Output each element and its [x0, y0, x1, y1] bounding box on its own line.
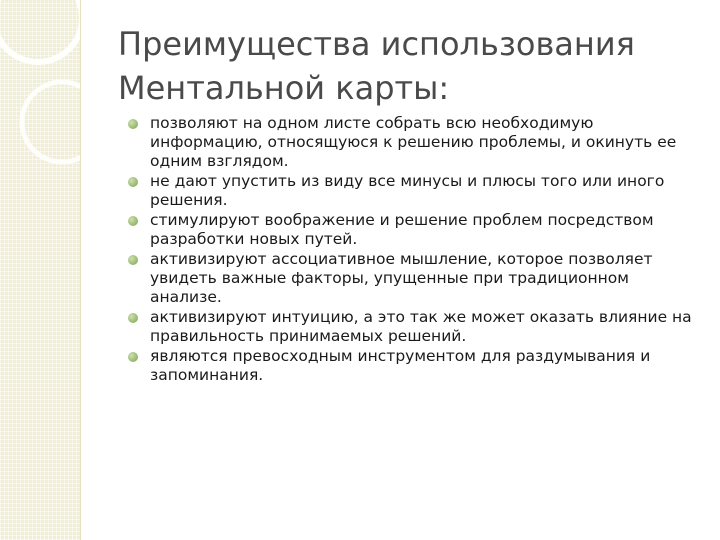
bullet-dot-icon	[128, 119, 138, 129]
slide-title: Преимущества использования Ментальной карты:	[118, 25, 635, 107]
decorative-side-band	[0, 0, 80, 540]
bullet-dot-icon	[128, 216, 138, 226]
bullet-text: не дают упустить из виду все минусы и плюсы того или иного решения.	[150, 172, 665, 209]
bullet-item	[128, 172, 698, 210]
bullet-item	[128, 114, 698, 171]
decorative-circles	[0, 0, 80, 540]
bullet-dot-icon	[128, 255, 138, 265]
bullet-item	[128, 347, 698, 385]
bullet-text: стимулируют воображение и решение проблем посредством разработки новых путей.	[150, 211, 654, 248]
side-band-edge	[80, 0, 81, 540]
bullet-item	[128, 211, 698, 249]
bullet-text: активизируют интуицию, а это так же может оказать влияние на правильность принимаемых решений.	[150, 308, 692, 345]
bullet-dot-icon	[128, 177, 138, 187]
bullet-dot-icon	[128, 313, 138, 323]
bullet-list	[128, 114, 698, 386]
bullet-item	[128, 308, 698, 346]
bullet-text: активизируют ассоциативное мышление, которое позволяет увидеть важные факторы, упущенные при традиционном анализе.	[150, 250, 653, 306]
bullet-text: позволяют на одном листе собрать всю необходимую информацию, относящуюся к решению проблемы, и окинуть ее одним взглядом.	[150, 114, 677, 170]
bullet-text: являются превосходным инструментом для раздумывания и запоминания.	[150, 347, 651, 384]
bullet-dot-icon	[128, 352, 138, 362]
bullet-item	[128, 250, 698, 307]
